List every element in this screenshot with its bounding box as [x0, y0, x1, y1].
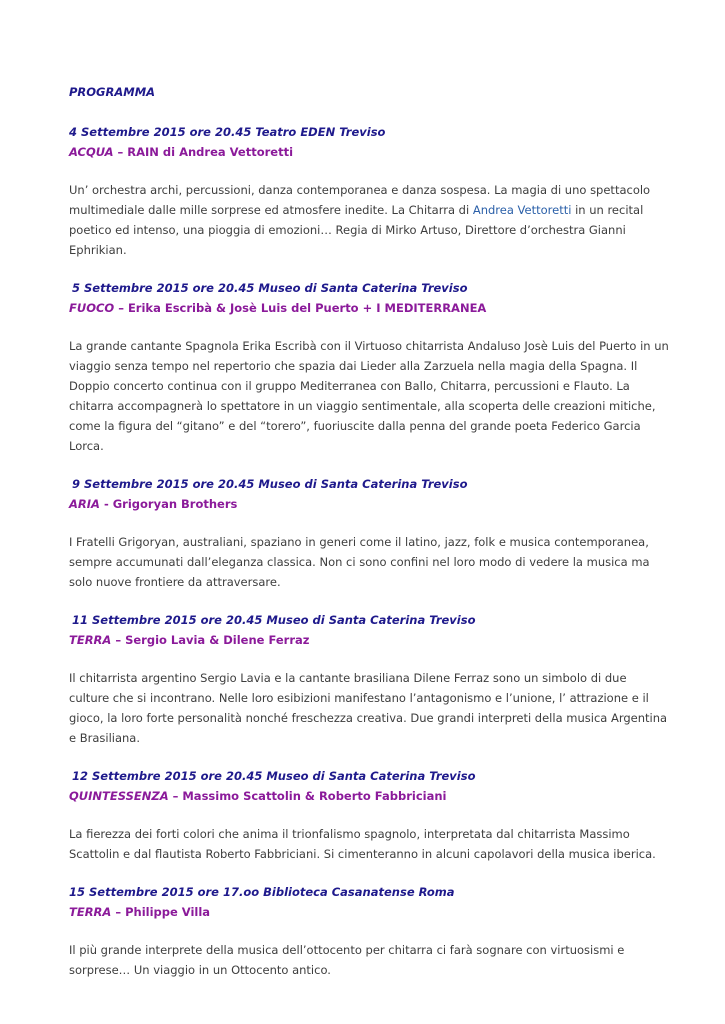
event-title — [69, 902, 669, 922]
event-block — [69, 278, 669, 456]
event-block — [69, 122, 669, 260]
event-date: 9 Settembre 2015 ore 20.45 Museo di Santa Caterina Treviso — [72, 477, 468, 491]
event-description: La fierezza dei forti colori che anima il trionfalismo spagnolo, interpretata dal chitarrista Massimo Scattolin e dal flautista Roberto Fabbriciani. Si cimenteranno in alcuni capolavori della musica iberica. — [69, 827, 656, 861]
event-title — [69, 786, 669, 806]
event-element: QUINTESSENZA — [69, 789, 169, 803]
event-performers: Sergio Lavia & Dilene Ferraz — [125, 633, 310, 647]
event-element: TERRA — [69, 905, 112, 919]
event-description: I Fratelli Grigoryan, australiani, spaziano in generi come il latino, jazz, folk e musica contemporanea, sempre accumunati dall’eleganza classica. Non ci sono confini nel loro modo di vedere la musica ma solo nuove frontiere da attraversare. — [69, 535, 650, 589]
event-description: La grande cantante Spagnola Erika Escribà con il Virtuoso chitarrista Andaluso Josè Luis del Puerto in un viaggio senza tempo nel repertorio che spazia dai Lieder alla Zarzuela nella magia della Spagna. Il Doppio concerto continua con il gruppo Mediterranea con Ballo, Chitarra, percussioni e Flauto. La chitarra accompagnerà lo spettatore in un viaggio sentimentale, alla scoperta delle creazioni mitiche, come la figura del “gitano” e del “torero”, fuoriuscite dalla penna del grande poeta Federico Garcia Lorca. — [69, 339, 669, 453]
event-description: Il più grande interprete della musica dell’ottocento per chitarra ci farà sognare con virtuosismi e sorprese… Un viaggio in un Ottocento antico. — [69, 943, 625, 977]
event-separator: – — [111, 905, 126, 919]
event-date: 15 Settembre 2015 ore 17.oo Biblioteca Casanatense Roma — [69, 885, 455, 899]
event-description: Il chitarrista argentino Sergio Lavia e la cantante brasiliana Dilene Ferraz sono un simbolo di due culture che si incontrano. Nelle loro esibizioni manifestano l’antagonismo e l’unione, l’ attrazione e il gioco, la loro forte personalità nonché freschezza creativa. Due grandi interpreti della musica Argentina e Brasiliana. — [69, 671, 668, 745]
event-separator: – — [168, 789, 183, 803]
event-separator: - — [99, 497, 113, 511]
artist-link[interactable]: Andrea Vettoretti — [472, 203, 572, 217]
event-performers: RAIN di Andrea Vettoretti — [127, 145, 294, 159]
event-element: ACQUA — [69, 145, 114, 159]
event-element: FUOCO — [69, 301, 115, 315]
event-date: 5 Settembre 2015 ore 20.45 Museo di Santa Caterina Treviso — [72, 281, 468, 295]
event-performers: Erika Escribà & Josè Luis del Puerto + I MEDITERRANEA — [127, 301, 487, 315]
event-block — [69, 610, 669, 748]
event-date: 12 Settembre 2015 ore 20.45 Museo di Santa Caterina Treviso — [72, 769, 476, 783]
event-performers: Philippe Villa — [125, 905, 211, 919]
event-date: 11 Settembre 2015 ore 20.45 Museo di Santa Caterina Treviso — [72, 613, 476, 627]
event-title — [69, 494, 669, 514]
event-block — [69, 766, 669, 864]
event-performers: Grigoryan Brothers — [112, 497, 238, 511]
event-element: ARIA — [69, 497, 100, 511]
event-performers: Massimo Scattolin & Roberto Fabbriciani — [182, 789, 447, 803]
event-description-text: Un’ orchestra archi, percussioni, danza contemporanea e danza sospesa. La magia di uno spettacolo multimediale dalle mille sorprese ed atmosfere inedite. La Chitarra di — [69, 183, 651, 217]
event-title — [69, 630, 669, 650]
program-heading: PROGRAMMA — [69, 85, 156, 99]
event-separator: – — [113, 145, 128, 159]
event-description — [69, 180, 669, 260]
event-description-text: in un recital poetico ed intenso, una pioggia di emozioni… Regia di Mirko Artuso, Direttore d’orchestra Gianni Ephrikian. — [69, 203, 644, 257]
event-element: TERRA — [69, 633, 112, 647]
event-date: 4 Settembre 2015 ore 20.45 Teatro EDEN Treviso — [69, 125, 386, 139]
event-block — [69, 474, 669, 592]
event-title — [69, 142, 669, 162]
event-separator: – — [114, 301, 128, 315]
event-title — [69, 298, 669, 318]
program-page — [69, 84, 669, 998]
event-block — [69, 882, 669, 980]
event-separator: – — [111, 633, 126, 647]
